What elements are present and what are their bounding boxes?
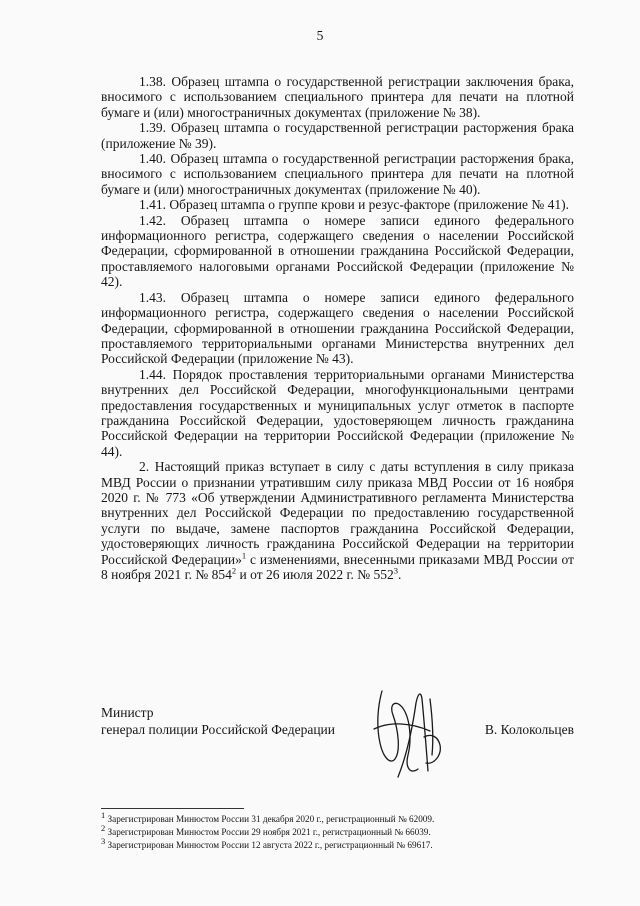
clause-2-text-part3: и от 26 июля 2022 г. № 552 bbox=[236, 567, 394, 582]
minister-title: Министр bbox=[101, 705, 154, 720]
clause-2 bbox=[101, 459, 574, 582]
page-number: 5 bbox=[316, 28, 324, 43]
clause-1-43: 1.43. Образец штампа о номере записи единого федерального информационного регистра, содержащего сведения о населении Российской Федерации, сформированной в отношении гражданина Российской Федерации, проставляемого территориальными органами Министерства внутренних дел Российской Федерации (приложение № 43). bbox=[101, 289, 574, 367]
order-body bbox=[101, 74, 574, 582]
clause-1-44: 1.44. Порядок проставления территориальными органами Министерства внутренних дел Российской Федерации, многофункциональными центрами предоставления государственных и муниципальных услуг отметок в паспорте гражданина Российской Федерации, удостоверяющем личность гражданина Российской Федерации на территории Российской Федерации (приложение № 44). bbox=[101, 366, 574, 459]
clause-2-text-part1: 2. Настоящий приказ вступает в силу с даты вступления в силу приказа МВД России о признании утратившим силу приказа МВД России от 16 ноября 2020 г. № 773 «Об утверждении Административного регламента Министерства внутренних дел Российской Федерации по предоставлению государственной услуги по выдаче, замене паспортов гражданина Российской Федерации, удостоверяющих личность гражданина Российской Федерации на территории Российской Федерации» bbox=[101, 459, 574, 567]
footnote-ref-1: 1 bbox=[241, 550, 247, 561]
footnote-divider bbox=[101, 808, 244, 809]
footnote-text: Зарегистрирован Минюстом России 12 августа 2022 г., регистрационный № 69617. bbox=[105, 840, 433, 851]
clause-1-38: 1.38. Образец штампа о государственной регистрации заключения брака, вносимого с использованием специального принтера для печати на плотной бумаге и (или) многостраничных документах (приложение № 38). bbox=[101, 74, 574, 120]
footnote-ref-3: 3 bbox=[393, 565, 399, 576]
footnotes bbox=[101, 809, 574, 853]
clause-1-39: 1.39. Образец штампа о государственной регистрации расторжения брака (приложение № 39). bbox=[101, 120, 574, 151]
footnote-ref-2: 2 bbox=[231, 565, 237, 576]
footnote-3 bbox=[101, 836, 574, 852]
footnote-text: Зарегистрирован Минюстом России 29 ноября 2021 г., регистрационный № 66039. bbox=[105, 827, 431, 838]
signature-block bbox=[101, 705, 574, 785]
footnote-marker: 3 bbox=[101, 836, 106, 847]
footnote-1 bbox=[101, 809, 574, 826]
footnote-2 bbox=[101, 823, 574, 839]
clause-1-40: 1.40. Образец штампа о государственной регистрации расторжения брака, вносимого с использованием специального принтера для печати на плотной бумаге и (или) многостраничных документах (приложение № 40). bbox=[101, 151, 574, 197]
clause-2-text-part4: . bbox=[398, 567, 402, 582]
clause-2-text-part2: с изменениями, внесенными приказами МВД России от 8 ноября 2021 г. № 854 bbox=[101, 551, 574, 582]
footnote-text: Зарегистрирован Минюстом России 31 декабря 2020 г., регистрационный № 62009. bbox=[105, 814, 435, 824]
handwritten-signature-icon bbox=[368, 685, 448, 785]
minister-name: В. Колокольцев bbox=[484, 722, 574, 737]
footnote-marker: 2 bbox=[101, 823, 106, 834]
footnote-marker: 1 bbox=[101, 809, 106, 820]
clause-1-42: 1.42. Образец штампа о номере записи единого федерального информационного регистра, содержащего сведения о населении Российской Федерации, сформированной в отношении гражданина Российской Федерации, проставляемого налоговыми органами Российской Федерации (приложение № 42). bbox=[101, 212, 574, 290]
clause-1-41: 1.41. Образец штампа о группе крови и резус-факторе (приложение № 41). bbox=[139, 197, 570, 213]
minister-rank: генерал полиции Российской Федерации bbox=[101, 722, 336, 737]
